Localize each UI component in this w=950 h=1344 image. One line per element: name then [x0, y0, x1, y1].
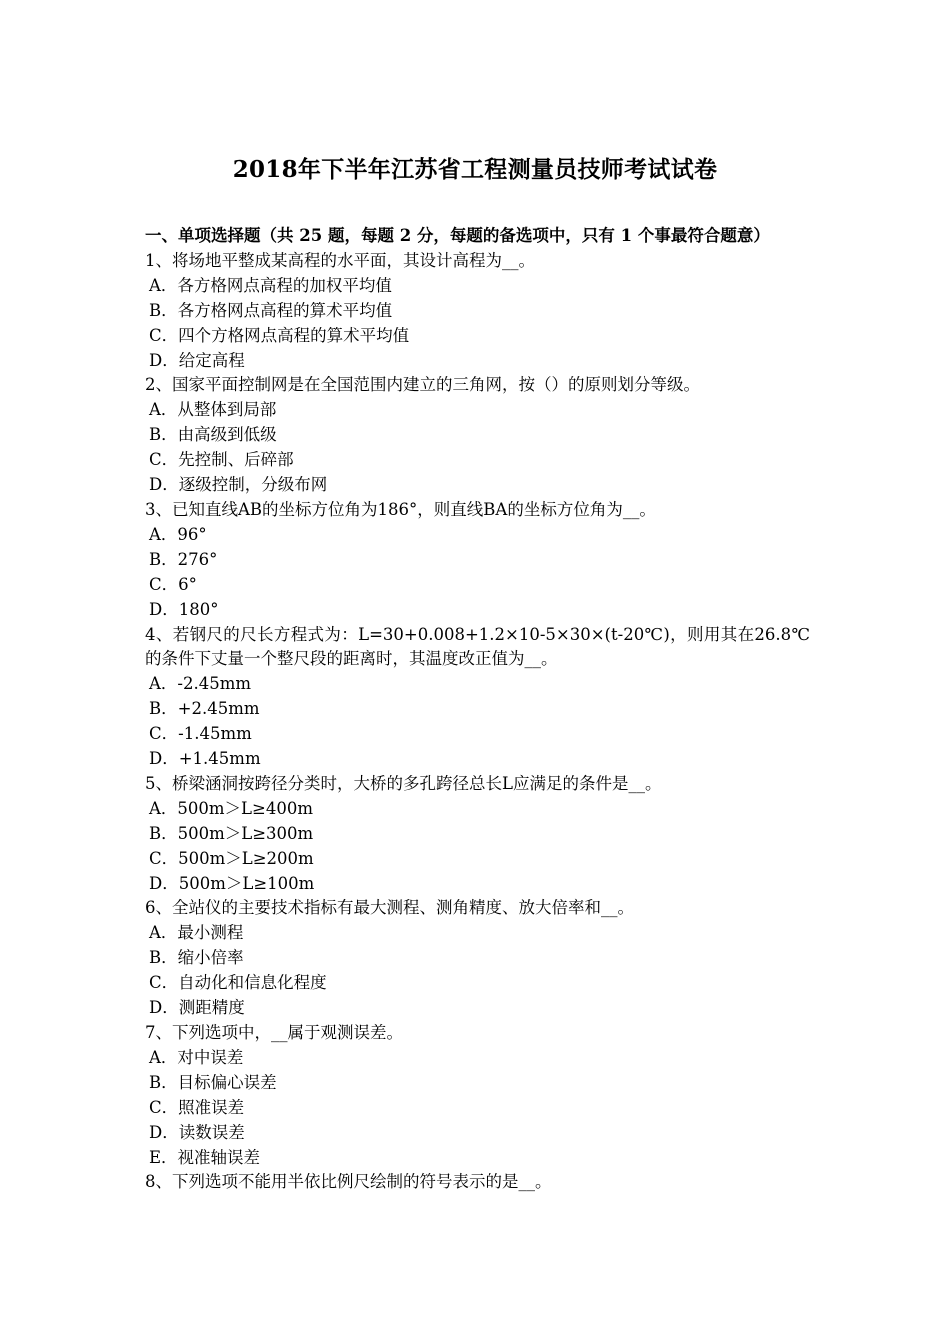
option-b: B．各方格网点高程的算术平均值	[149, 300, 393, 320]
option-c: C．500m＞L≥200m	[149, 848, 314, 868]
question-6	[145, 896, 810, 1021]
option-a: A．96°	[149, 524, 207, 544]
option-c: C．先控制、后碎部	[149, 450, 294, 470]
question-text: 8、下列选项不能用半依比例尺绘制的符号表示的是__。	[145, 1172, 552, 1192]
option-c: C．四个方格网点高程的算术平均值	[149, 325, 410, 345]
option-d: D．读数误差	[149, 1122, 245, 1142]
option-b: B．+2.45mm	[149, 699, 260, 719]
option-b: B．缩小倍率	[149, 948, 244, 968]
question-text: 5、桥梁涵洞按跨径分类时，大桥的多孔跨径总长L应满足的条件是__。	[145, 773, 662, 793]
question-text: 3、已知直线AB的坐标方位角为186°，则直线BA的坐标方位角为__。	[145, 499, 656, 519]
question-text: 2、国家平面控制网是在全国范围内建立的三角网，按（）的原则划分等级。	[145, 375, 700, 395]
option-a: A．从整体到局部	[149, 400, 277, 420]
document-title: 2018年下半年江苏省工程测量员技师考试试卷	[232, 156, 718, 183]
option-d: D．逐级控制，分级布网	[149, 475, 328, 495]
document-body	[145, 224, 810, 1195]
question-7	[145, 1021, 810, 1170]
option-c: C．-1.45mm	[149, 724, 252, 744]
question-3	[145, 498, 810, 623]
question-text: 6、全站仪的主要技术指标有最大测程、测角精度、放大倍率和__。	[145, 898, 634, 918]
question-1	[145, 249, 810, 374]
question-text: 1、将场地平整成某高程的水平面，其设计高程为__。	[145, 250, 535, 270]
option-b: B．目标偏心误差	[149, 1072, 277, 1092]
section-heading: 一、单项选择题（共 25 题，每题 2 分，每题的备选项中，只有 1 个事最符合题意）	[145, 226, 770, 245]
question-2	[145, 373, 810, 498]
option-c: C．6°	[149, 574, 197, 594]
option-d: D．180°	[149, 599, 219, 619]
question-text: 7、下列选项中，__属于观测误差。	[145, 1023, 403, 1042]
option-a: A．-2.45mm	[149, 674, 252, 694]
option-b: B．500m＞L≥300m	[149, 823, 314, 843]
question-4	[145, 623, 810, 772]
option-d: D．测距精度	[149, 998, 245, 1018]
option-a: A．各方格网点高程的加权平均值	[149, 275, 392, 295]
option-c: C．照准误差	[149, 1097, 245, 1117]
option-e: E．视准轴误差	[149, 1147, 261, 1167]
question-5	[145, 772, 810, 897]
option-c: C．自动化和信息化程度	[149, 973, 327, 993]
option-d: D．给定高程	[149, 350, 245, 370]
option-d: D．500m＞L≥100m	[149, 873, 315, 893]
option-d: D．+1.45mm	[149, 749, 261, 769]
question-text: 4、若钢尺的尺长方程式为：L=30+0.008+1.2×10-5×30×(t-20℃)，则用其在26.8℃的条件下丈量一个整尺段的距离时，其温度改正值为__。	[145, 624, 810, 669]
question-8	[145, 1170, 810, 1195]
option-b: B．由高级到低级	[149, 425, 277, 445]
option-a: A．最小测程	[149, 923, 244, 943]
option-b: B．276°	[149, 549, 218, 569]
option-a: A．对中误差	[149, 1047, 244, 1067]
option-a: A．500m＞L≥400m	[149, 798, 313, 818]
